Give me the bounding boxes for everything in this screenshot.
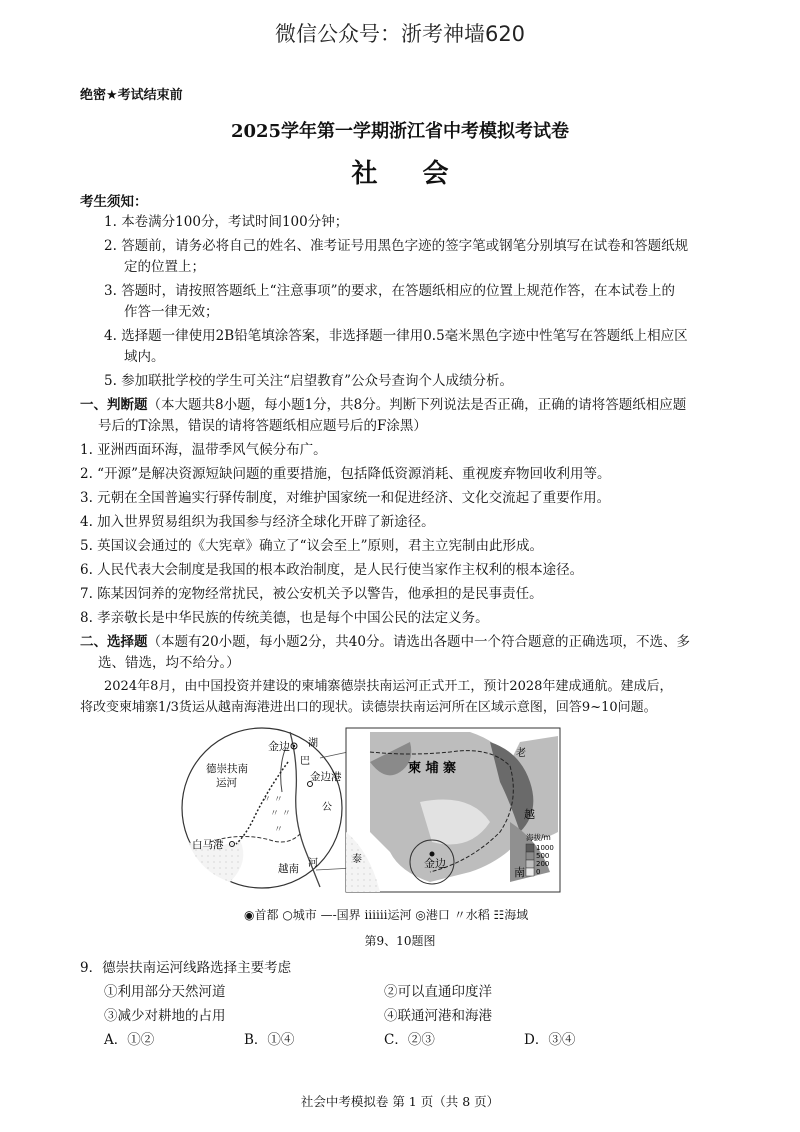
inset-label: 湖	[308, 738, 318, 749]
q9-choice-d: D．③④	[524, 1032, 576, 1048]
svg-text:〃: 〃	[274, 825, 284, 835]
section1-header: 一、判断题（本大题共8小题，每小题1分，共8分。判断下列说法是否正确，正确的请将答题纸相应题	[80, 397, 687, 413]
section1-desc: 号后的T涂黑，错误的请将答题纸相应题号后的F涂黑）	[98, 418, 427, 434]
q9-option: ④联通河港和海港	[384, 1008, 492, 1024]
inset-label: 德崇扶南	[206, 763, 248, 775]
notice-item: 1. 本卷满分100分，考试时间100分钟；	[104, 214, 349, 230]
judge-item: 2. “开源”是解决资源短缺问题的重要措施，包括降低资源消耗、重视废弃物回收利用等。	[80, 466, 611, 482]
inset-label: 越南	[278, 863, 299, 875]
notice-item: 5. 参加联批学校的学生可关注“启望教育”公众号查询个人成绩分析。	[104, 373, 513, 389]
city-label: 金边	[424, 857, 446, 870]
country-label: 老	[516, 748, 526, 759]
svg-text:200: 200	[536, 860, 550, 868]
legend-sea: ☷海域	[493, 908, 529, 922]
question-stem: 2024年8月，由中国投资并建设的柬埔寨德崇扶南运河正式开工，预计2028年建成通航。建成后，	[104, 679, 673, 694]
legend-city: ○城市	[282, 908, 317, 922]
country-label: 南	[514, 866, 525, 879]
notice-item-cont: 作答一律无效；	[124, 304, 219, 320]
judge-item: 8. 孝亲敬长是中华民族的传统美德，也是每个中国公民的法定义务。	[80, 610, 489, 626]
judge-item: 5. 英国议会通过的《大宪章》确立了“议会至上”原则，君主立宪制由此形成。	[80, 538, 543, 554]
wechat-header: 微信公众号：浙考神墙620	[274, 22, 526, 46]
inset-label: 白马港	[192, 839, 224, 851]
inset-label: 金边港	[310, 771, 342, 783]
legend-canal: ⅲⅲ运河	[364, 908, 412, 922]
subject-title: 社 会	[351, 159, 467, 189]
figure-caption: 第9、10题图	[364, 934, 436, 948]
q9-choice-b: B．①④	[244, 1032, 295, 1048]
svg-text:〃 〃: 〃 〃	[262, 795, 283, 805]
inset-label: 巴	[300, 756, 310, 767]
svg-text:1000: 1000	[536, 844, 554, 852]
legend-capital: ◉首都	[244, 908, 279, 922]
inset-label: 运河	[216, 777, 237, 789]
notice-item: 3. 答题时，请按照答题纸上“注意事项”的要求，在答题纸相应的位置上规范作答，在本试卷上的	[104, 283, 675, 299]
inset-label: 公	[322, 802, 332, 813]
country-label: 泰	[352, 854, 362, 865]
judge-item: 4. 加入世界贸易组织为我国参与经济全球化开辟了新途径。	[80, 514, 435, 530]
secret-label: 绝密★考试结束前	[80, 88, 183, 103]
judge-item: 1. 亚洲西面环海，温带季风气候分布广。	[80, 442, 327, 458]
region-map-figure	[170, 722, 570, 900]
section2-desc: 选、错选，均不给分。）	[98, 655, 240, 671]
country-label: 越	[524, 808, 535, 821]
svg-text:0: 0	[536, 868, 541, 876]
exam-title: 2025学年第一学期浙江省中考模拟考试卷	[230, 121, 570, 142]
judge-item: 6. 人民代表大会制度是我国的根本政治制度，是人民行使当家作主权利的根本途径。	[80, 562, 584, 578]
q9-option: ②可以直通印度洋	[384, 984, 492, 1000]
q9-option: ③减少对耕地的占用	[104, 1008, 226, 1024]
q9-choice-a: A．①②	[104, 1032, 155, 1048]
notice-heading: 考生须知：	[80, 194, 148, 210]
notice-item-cont: 域内。	[124, 349, 165, 365]
inset-map	[182, 728, 342, 888]
notice-item: 2. 答题前，请务必将自己的姓名、准考证号用黑色字迹的签字笔或钢笔分别填写在试卷和答题纸规	[104, 238, 689, 254]
notice-item-cont: 定的位置上；	[124, 259, 205, 275]
question-9-stem: 9．德崇扶南运河线路选择主要考虑	[80, 960, 292, 976]
inset-label: 河	[308, 858, 318, 869]
legend-port: ◎港口	[415, 908, 450, 922]
svg-text:500: 500	[536, 852, 550, 860]
page-footer: 社会中考模拟卷 第 1 页（共 8 页）	[300, 1094, 500, 1109]
judge-item: 7. 陈某因饲养的宠物经常扰民，被公安机关予以警告，他承担的是民事责任。	[80, 586, 543, 602]
notice-item: 4. 选择题一律使用2B铅笔填涂答案，非选择题一律用0.5毫米黑色字迹中性笔写在答题纸上相应区	[104, 328, 688, 344]
legend-border: —-国界	[320, 908, 361, 922]
svg-text:〃 〃: 〃 〃	[270, 809, 291, 819]
q9-option: ①利用部分天然河道	[104, 984, 226, 1000]
q9-choice-c: C．②③	[384, 1032, 435, 1048]
inset-label: 金边	[268, 740, 290, 753]
legend-rice: 〃水稻	[453, 908, 490, 922]
question-stem: 将改变柬埔寨1/3货运从越南海港进出口的现状。读德崇扶南运河所在区域示意图，回答9~10问题。	[80, 700, 657, 715]
map-legend	[244, 906, 528, 923]
section2-header: 二、选择题（本题有20小题，每小题2分，共40分。请选出各题中一个符合题意的正确选项，不选、多	[80, 634, 690, 650]
relief-map	[346, 728, 560, 892]
country-label: 柬 埔 寨	[408, 761, 457, 776]
judge-item: 3. 元朝在全国普遍实行驿传制度，对维护国家统一和促进经济、文化交流起了重要作用。	[80, 490, 611, 506]
svg-text:海拔/m: 海拔/m	[526, 833, 551, 842]
